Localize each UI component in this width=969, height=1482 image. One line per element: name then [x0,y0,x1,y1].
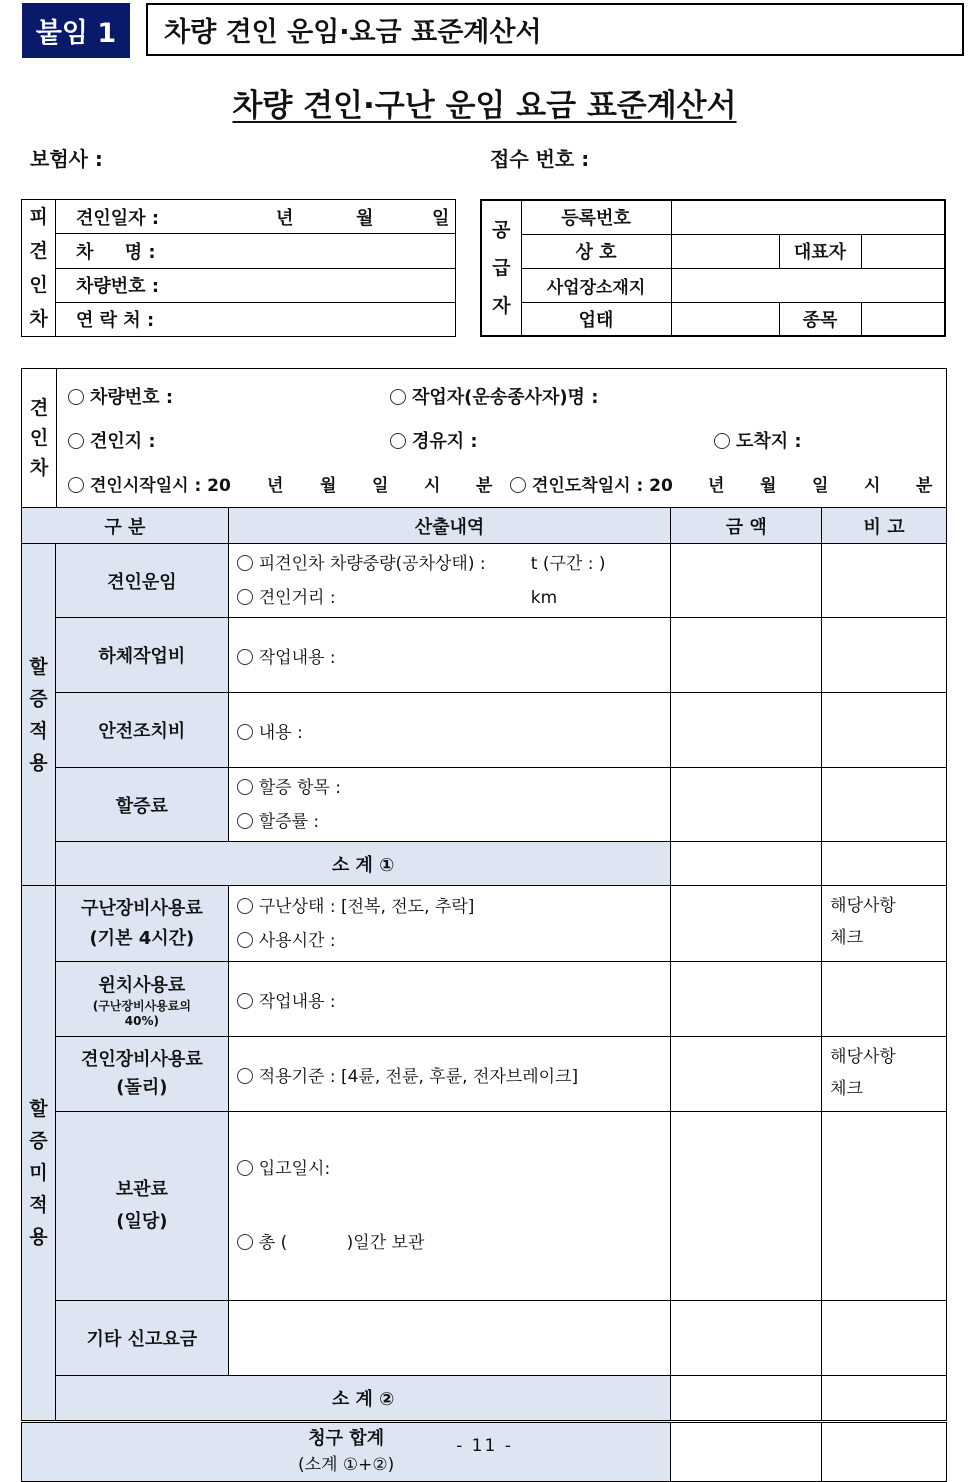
circle-bullet-icon [237,779,253,795]
company-name-label: 상 호 [521,234,671,268]
subtotal-2-note[interactable] [822,1376,947,1422]
tow-vehicle-number-field[interactable]: 차량번호 : [68,383,173,409]
start-month-unit: 월 [320,476,337,496]
towed-vehicle-side-label: 피 견 인 차 [22,200,56,337]
arrival-minute-unit: 분 [916,476,933,496]
other-fee-amount[interactable] [671,1301,822,1376]
fee-calculation-table [21,507,947,1482]
header-category: 구 분 [22,508,229,544]
supplier-side-label: 공 급 자 [481,200,521,336]
company-name-field[interactable] [671,234,779,268]
other-fee-label: 기타 신고요금 [55,1301,228,1376]
dolly-details[interactable]: 적용기준 : [4륜, 전륜, 후륜, 전자브레이크] [228,1037,671,1112]
tow-info-side-label: 견 인 차 [22,369,57,507]
circle-bullet-icon [237,589,253,605]
circle-bullet-icon [68,477,84,493]
storage-amount[interactable] [671,1112,822,1301]
arrival-month-unit: 월 [760,476,777,496]
circle-bullet-icon [237,724,253,740]
via-field[interactable]: 경유지 : [390,427,478,453]
chassis-work-amount[interactable] [671,618,822,693]
surcharge-applied-side-label: 할 증 적 용 [22,544,56,886]
rescue-equipment-details[interactable]: 구난상태 : [전복, 전도, 추락] 사용시간 : [228,886,671,962]
header-details: 산출내역 [228,508,671,544]
tow-fee-details[interactable]: 피견인차 차량중량(공차상태) : t (구간 : ) 견인거리 : km [228,544,671,618]
ceo-label: 대표자 [779,234,861,268]
surcharge-details[interactable]: 할증 항목 : 할증률 : [228,768,671,842]
safety-measure-details[interactable]: 내용 : [228,693,671,768]
worker-name-field[interactable]: 작업자(운송종사자)명 : [390,383,598,409]
header-amount: 금 액 [671,508,822,544]
vehicle-name-field[interactable]: 차 명 : [56,234,456,268]
chassis-work-note[interactable] [822,618,947,693]
surcharge-label: 할증료 [55,768,228,842]
tow-start-datetime-field[interactable]: 견인시작일시 : 20 [68,471,231,496]
safety-measure-note[interactable] [822,693,947,768]
header-title: 차량 견인 운임·요금 표준계산서 [146,3,964,56]
tow-fee-amount[interactable] [671,544,822,618]
rescue-equipment-amount[interactable] [671,886,822,962]
circle-bullet-icon [237,1068,253,1084]
circle-bullet-icon [237,813,253,829]
storage-details[interactable]: 입고일시: 총 ( )일간 보관 [228,1112,671,1301]
business-address-label: 사업장소재지 [521,268,671,302]
start-day-unit: 일 [372,476,389,496]
surcharge-amount[interactable] [671,768,822,842]
destination-field[interactable]: 도착지 : [714,427,802,453]
tow-arrival-datetime-field[interactable]: 견인도착일시 : 20 [510,471,673,496]
dolly-note[interactable]: 해당사항 체크 [822,1037,947,1112]
safety-measure-label: 안전조치비 [55,693,228,768]
registration-number-label: 등록번호 [521,200,671,234]
origin-field[interactable]: 견인지 : [68,427,156,453]
tow-fee-note[interactable] [822,544,947,618]
business-item-field[interactable] [861,302,945,336]
surcharge-not-applied-side-label: 할 증 미 적 용 [22,886,56,1422]
chassis-work-details[interactable]: 작업내용 : [228,618,671,693]
document-title: 차량 견인·구난 운임 요금 표준계산서 [232,88,737,124]
circle-bullet-icon [237,649,253,665]
tow-fee-label: 견인운임 [55,544,228,618]
other-fee-note[interactable] [822,1301,947,1376]
insurer-label: 보험사 : [30,147,103,171]
circle-bullet-icon [390,389,406,405]
tow-info-section [21,368,947,508]
circle-bullet-icon [68,389,84,405]
winch-details[interactable]: 작업내용 : [228,962,671,1037]
subtotal-1-amount[interactable] [671,842,822,886]
rescue-equipment-note[interactable]: 해당사항 체크 [822,886,947,962]
total-label: 청구 합계 (소계 ①+②) [22,1422,671,1482]
vehicle-number-field[interactable]: 차량번호 : [56,268,456,302]
subtotal-1-note[interactable] [822,842,947,886]
winch-note[interactable] [822,962,947,1037]
dolly-label: 견인장비사용료 (돌리) [55,1037,228,1112]
arrival-hour-unit: 시 [864,476,881,496]
supplier-table [480,199,946,337]
subtotal-2-amount[interactable] [671,1376,822,1422]
circle-bullet-icon [714,433,730,449]
contact-field[interactable]: 연 락 처 : [56,302,456,336]
start-year-unit: 년 [267,476,284,496]
subtotal-2-label: 소 계 ② [55,1376,670,1422]
start-minute-unit: 분 [476,476,493,496]
business-item-label: 종목 [779,302,861,336]
safety-measure-amount[interactable] [671,693,822,768]
other-fee-details[interactable] [228,1301,671,1376]
chassis-work-label: 하체작업비 [55,618,228,693]
receipt-number-label: 접수 번호 : [490,147,590,171]
arrival-year-unit: 년 [708,476,725,496]
rescue-equipment-label: 구난장비사용료 (기본 4시간) [55,886,228,962]
circle-bullet-icon [390,433,406,449]
winch-amount[interactable] [671,962,822,1037]
circle-bullet-icon [237,898,253,914]
business-type-label: 업태 [521,302,671,336]
business-type-field[interactable] [671,302,779,336]
surcharge-note[interactable] [822,768,947,842]
circle-bullet-icon [237,1234,253,1250]
business-address-field[interactable] [671,268,945,302]
registration-number-field[interactable] [671,200,945,234]
attachment-badge: 붙임 1 [22,3,130,58]
storage-note[interactable] [822,1112,947,1301]
circle-bullet-icon [237,1160,253,1176]
circle-bullet-icon [237,993,253,1009]
dolly-amount[interactable] [671,1037,822,1112]
tow-date-field[interactable]: 견인일자 : 년 월 일 [56,200,456,234]
circle-bullet-icon [68,433,84,449]
towed-vehicle-table [21,199,456,337]
header-note: 비 고 [822,508,947,544]
winch-label: 윈치사용료 (구난장비사용료의 40%) [55,962,228,1037]
ceo-field[interactable] [861,234,945,268]
arrival-day-unit: 일 [812,476,829,496]
circle-bullet-icon [237,932,253,948]
circle-bullet-icon [237,555,253,571]
storage-label: 보관료 (일당) [55,1112,228,1301]
page-number: - 11 - [456,1436,513,1456]
circle-bullet-icon [510,477,526,493]
subtotal-1-label: 소 계 ① [55,842,670,886]
start-hour-unit: 시 [424,476,441,496]
